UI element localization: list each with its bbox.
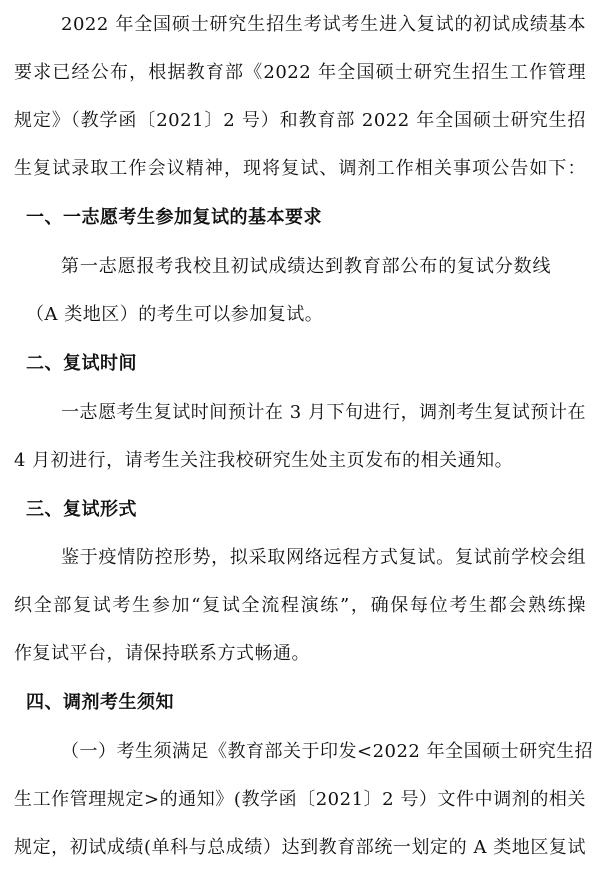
section-2-line-1: 一志愿考生复试时间预计在 3 月下旬进行，调剂考生复试预计在: [61, 402, 586, 423]
section-2-heading: 二、复试时间: [26, 353, 137, 374]
section-3-line-1: 鉴于疫情防控形势，拟采取网络远程方式复试。复试前学校会组: [61, 547, 586, 568]
section-2-line-2: 4 月初进行，请考生关注我校研究生处主页发布的相关通知。: [14, 450, 514, 471]
section-3-line-2: 织全部复试考生参加“复试全流程演练”，确保每位考生都会熟练操: [14, 595, 586, 616]
intro-line-4: 生复试录取工作会议精神，现将复试、调剂工作相关事项公告如下：: [14, 158, 586, 179]
section-4-heading: 四、调剂考生须知: [26, 692, 174, 713]
section-4-line-1: （一）考生须满足《教育部关于印发<2022 年全国硕士研究生招: [61, 741, 594, 762]
section-1-heading: 一、一志愿考生参加复试的基本要求: [26, 207, 322, 228]
section-4-line-3: 规定，初试成绩(单科与总成绩）达到教育部统一划定的 A 类地区复试: [14, 837, 586, 858]
section-3-heading: 三、复试形式: [26, 499, 137, 520]
intro-line-2: 要求已经公布，根据教育部《2022 年全国硕士研究生招生工作管理: [14, 62, 586, 83]
intro-line-3: 规定》（教学函〔2021〕2 号）和教育部 2022 年全国硕士研究生招: [14, 110, 586, 131]
section-1-line-1: 第一志愿报考我校且初试成绩达到教育部公布的复试分数线: [61, 256, 551, 277]
section-1-line-2: （A 类地区）的考生可以参加复试。: [26, 304, 324, 325]
intro-line-1: 2022 年全国硕士研究生招生考试考生进入复试的初试成绩基本: [61, 14, 586, 35]
section-3-line-3: 作复试平台，请保持联系方式畅通。: [14, 643, 310, 664]
section-4-line-2: 生工作管理规定>的通知》(教学函〔2021〕2 号）文件中调剂的相关: [14, 789, 586, 810]
